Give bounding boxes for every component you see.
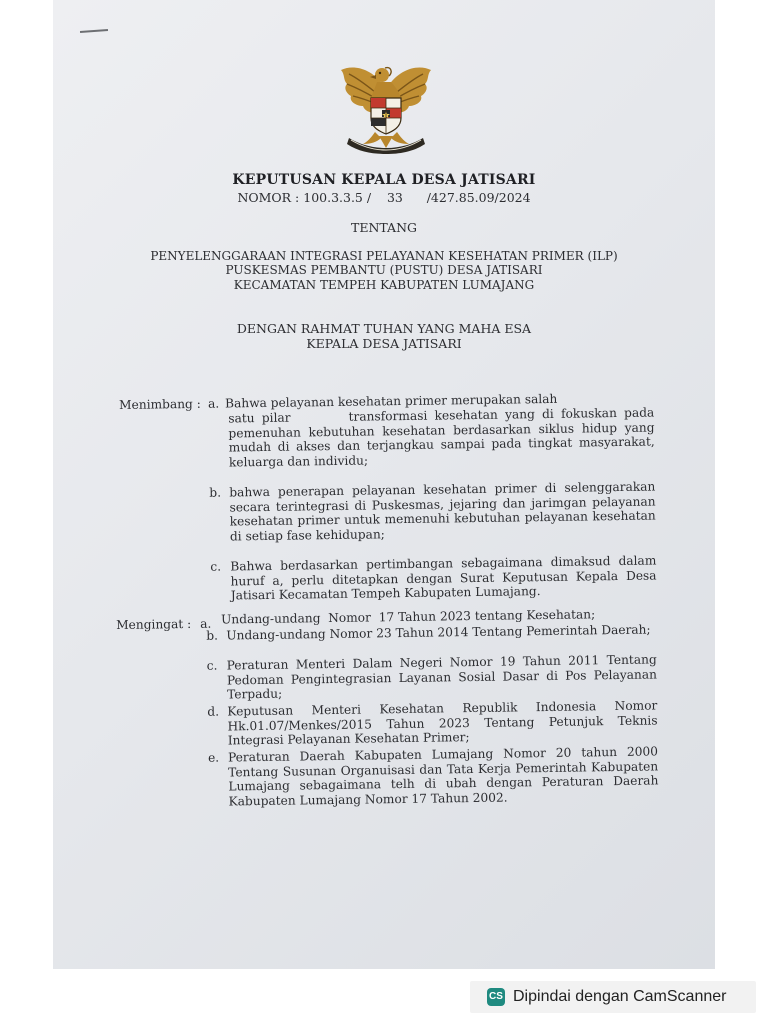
camscanner-watermark <box>470 981 756 1013</box>
blessing-line: KEPALA DESA JATISARI <box>306 336 462 351</box>
garuda-emblem-icon <box>335 58 437 156</box>
remembering-item-text: Undang-undang Nomor 23 Tahun 2014 Tentang Pemerintah Daerah; <box>226 622 651 643</box>
about-heading: TENTANG <box>350 220 417 235</box>
remembering-item-text: Peraturan Daerah Kabupaten Lumajang Nomor 20 tahun 2000 Tentang Susunan Organuisasi dan Tata Kerja Pemerintah Kabupaten Lumajang sebagaimana telh di ubah dengan Peraturan Daerah Kabupaten Lumajang Nomor 17 Tahun 2002. <box>227 744 659 809</box>
item-marker: a. <box>200 616 212 631</box>
pen-mark <box>80 29 108 33</box>
item-marker: a. <box>207 396 220 411</box>
considering-item-text: Bahwa berdasarkan pertimbangan sebagaimana dimaksud dalam huruf a, perlu ditetapkan dengan Surat Keputusan Kepala Desa Jatisari Kecamatan Tempeh Kabupaten Lumajang. <box>230 553 657 603</box>
considering-item-text: satu pilar transformasi kesehatan yang di fokuskan pada pemenuhan kebutuhan kesehatan berdasarkan siklus hidup yang mudah di akses dan terjangkau sampai pada tingkat masyarakat, keluarga dan individu; <box>228 405 659 470</box>
item-marker: b. <box>206 628 219 643</box>
subject-line: KECAMATAN TEMPEH KABUPATEN LUMAJANG <box>233 278 535 292</box>
camscanner-logo-icon <box>487 988 505 1006</box>
camscanner-logo-text: CS <box>489 991 503 1002</box>
item-marker: c. <box>210 559 222 574</box>
item-marker: c. <box>206 658 218 673</box>
remembering-section <box>116 606 664 814</box>
watermark-text: Dipindai dengan CamScanner <box>513 988 727 1005</box>
item-marker: e. <box>207 750 220 765</box>
blessing-line: DENGAN RAHMAT TUHAN YANG MAHA ESA <box>236 321 532 336</box>
document-number: NOMOR : 100.3.3.5 / 33 /427.85.09/2024 <box>237 190 531 205</box>
subject-line: PENYELENGGARAAN INTEGRASI PELAYANAN KESEHATAN PRIMER (ILP) <box>150 249 618 263</box>
item-marker: b. <box>209 485 222 500</box>
considering-section <box>119 390 662 603</box>
considering-item-first-line: Bahwa pelayanan kesehatan primer merupakan salah <box>224 391 558 411</box>
remembering-item-text: Peraturan Menteri Dalam Negeri Nomor 19 Tahun 2011 Tentang Pedoman Pengintegrasian Layanan Sosial Dasar di Pos Pelayanan Terpadu; <box>226 652 657 702</box>
remembering-item-text: Keputusan Menteri Kesehatan Republik Indonesia Nomor Hk.01.07/Menkes/2015 Tahun 2023 Tentang Petunjuk Teknis Integrasi Pelayanan Kesehatan Primer; <box>227 698 658 748</box>
subject-line: PUSKESMAS PEMBANTU (PUSTU) DESA JATISARI <box>225 263 543 277</box>
scanned-document <box>53 0 715 969</box>
item-marker: d. <box>207 704 220 719</box>
remembering-item-text: Undang-undang Nomor 17 Tahun 2023 tentang Kesehatan; <box>220 607 596 627</box>
remembering-label: Mengingat : <box>116 616 192 632</box>
considering-label: Menimbang : <box>119 396 201 412</box>
document-title: KEPUTUSAN KEPALA DESA JATISARI <box>232 172 536 188</box>
considering-item-text: bahwa penerapan pelayanan kesehatan primer di selenggarakan secara terintegrasi di Puskesmas, jejaring dan jarimgan pelayanan kesehatan primer untuk memenuhi kebutuhan pelayanan kesehatan di setiap fase kehidupan; <box>229 479 656 544</box>
